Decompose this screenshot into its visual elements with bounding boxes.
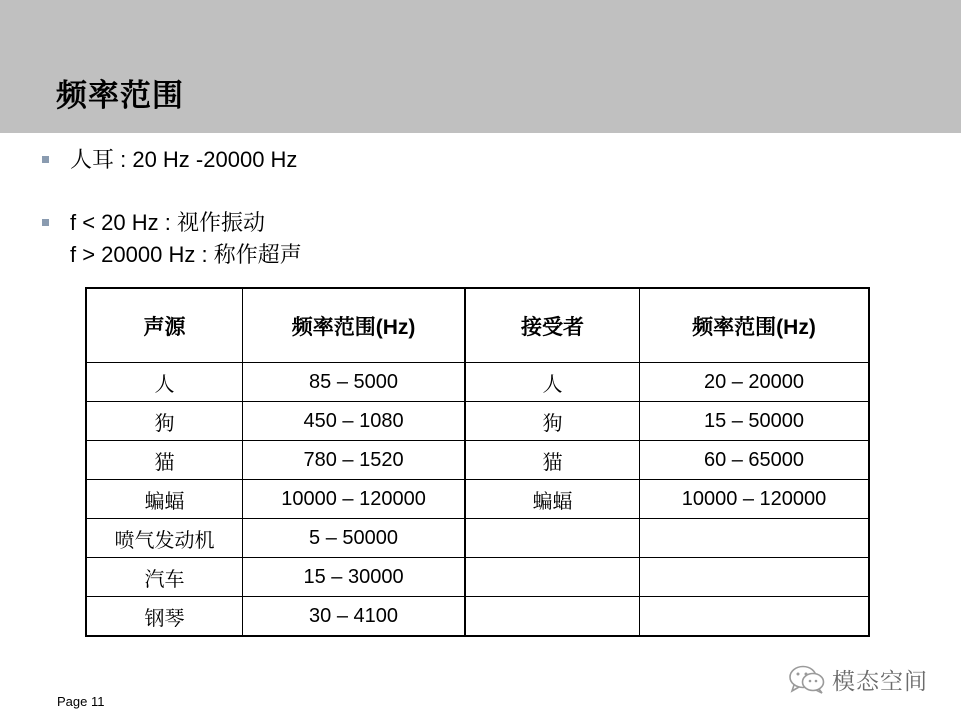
table-cell: 人 xyxy=(465,363,639,402)
table-cell: 人 xyxy=(86,363,243,402)
table-cell xyxy=(640,519,869,558)
table-cell: 猫 xyxy=(465,441,639,480)
wechat-icon xyxy=(788,664,826,694)
table-row xyxy=(86,363,869,402)
table-row xyxy=(86,480,869,519)
table-cell: 汽车 xyxy=(86,558,243,597)
slide-title: 频率范围 xyxy=(56,78,184,113)
table-cell: 狗 xyxy=(465,402,639,441)
table-cell: 450 – 1080 xyxy=(243,402,465,441)
header-source: 声源 xyxy=(86,288,243,363)
watermark xyxy=(788,662,928,696)
table-header-row xyxy=(86,288,869,363)
table-cell xyxy=(640,558,869,597)
table-cell: 5 – 50000 xyxy=(243,519,465,558)
table-cell: 钢琴 xyxy=(86,597,243,637)
table-row xyxy=(86,558,869,597)
table-cell: 蝙蝠 xyxy=(465,480,639,519)
table-cell: 10000 – 120000 xyxy=(640,480,869,519)
table-cell: 60 – 65000 xyxy=(640,441,869,480)
table-cell: 30 – 4100 xyxy=(243,597,465,637)
header-source-range: 频率范围(Hz) xyxy=(243,288,465,363)
table-cell xyxy=(465,597,639,637)
frequency-table xyxy=(85,287,870,637)
table-cell xyxy=(640,597,869,637)
table-cell xyxy=(465,558,639,597)
table-cell: 780 – 1520 xyxy=(243,441,465,480)
table-cell: 85 – 5000 xyxy=(243,363,465,402)
table-cell: 狗 xyxy=(86,402,243,441)
table-row xyxy=(86,402,869,441)
bullet-text: 人耳 : 20 Hz -20000 Hz xyxy=(70,147,298,172)
table-cell: 20 – 20000 xyxy=(640,363,869,402)
table-cell xyxy=(465,519,639,558)
bullet-text: f > 20000 Hz : 称作超声 xyxy=(70,242,302,267)
bullet-text: f < 20 Hz : 视作振动 xyxy=(70,210,265,235)
header-receiver: 接受者 xyxy=(465,288,639,363)
bullet-marker xyxy=(42,219,49,226)
table-row xyxy=(86,597,869,637)
watermark-label: 模态空间 xyxy=(832,667,928,694)
table-cell: 10000 – 120000 xyxy=(243,480,465,519)
table-row xyxy=(86,519,869,558)
table-row xyxy=(86,441,869,480)
page-number: Page 11 xyxy=(57,694,105,709)
header-receiver-range: 频率范围(Hz) xyxy=(640,288,869,363)
table-cell: 猫 xyxy=(86,441,243,480)
table-cell: 15 – 50000 xyxy=(640,402,869,441)
bullet-marker xyxy=(42,156,49,163)
table-cell: 喷气发动机 xyxy=(86,519,243,558)
table-cell: 15 – 30000 xyxy=(243,558,465,597)
table-cell: 蝙蝠 xyxy=(86,480,243,519)
